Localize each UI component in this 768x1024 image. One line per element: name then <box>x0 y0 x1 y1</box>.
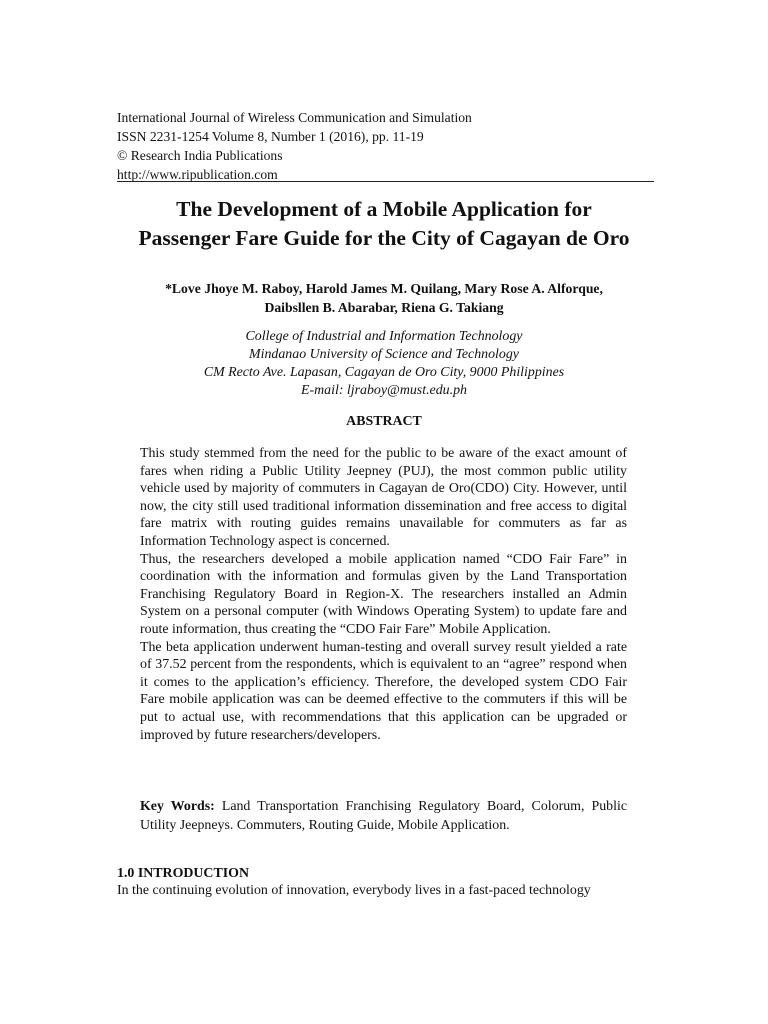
introduction-heading: 1.0 INTRODUCTION <box>117 866 249 881</box>
affiliation-college: College of Industrial and Information Technology <box>245 329 523 344</box>
title-line-2: Passenger Fare Guide for the City of Cagayan de Oro <box>138 226 630 250</box>
title-line-1: The Development of a Mobile Application for <box>176 197 592 221</box>
journal-header <box>117 108 654 184</box>
introduction-text: In the continuing evolution of innovation, everybody lives in a fast-paced technology <box>117 883 591 898</box>
authors-line-2: Daibsllen B. Abarabar, Riena G. Takiang <box>264 300 504 315</box>
journal-issn: ISSN 2231-1254 Volume 8, Number 1 (2016), pp. 11-19 <box>117 129 424 144</box>
abstract-paragraph-2: Thus, the researchers developed a mobile application named “CDO Fair Fare” in coordination with the information and formulas given by the Land Transportation Franchising Regulatory Board in Region-X. The researchers installed an Admin System on a personal computer (with Windows Operating System) to update fare and route information, thus creating the “CDO Fair Fare” Mobile Application. <box>140 551 627 637</box>
authors-line-1: *Love Jhoye M. Raboy, Harold James M. Quilang, Mary Rose A. Alforque, <box>165 281 603 296</box>
keywords-label: Key Words: <box>140 799 215 814</box>
affiliation-university: Mindanao University of Science and Technology <box>249 347 519 362</box>
paper-title <box>100 195 668 253</box>
affiliation-block <box>110 328 658 400</box>
journal-publisher: © Research India Publications <box>117 148 283 163</box>
affiliation-email: E-mail: ljraboy@must.edu.ph <box>301 383 467 398</box>
journal-url: http://www.ripublication.com <box>117 167 278 182</box>
abstract-paragraph-3: The beta application underwent human-testing and overall survey result yielded a rate of 37.52 percent from the respondents, which is equivalent to an “agree” respond when it comes to the application’s efficiency. Therefore, the developed system CDO Fair Fare mobile application was can be deemed effective to the commuters if this will be put to actual use, with recommendations that this application can be upgraded or improved by future researchers/developers. <box>140 639 627 743</box>
keywords-text: Land Transportation Franchising Regulatory Board, Colorum, Public Utility Jeepneys. Commuters, Routing Guide, Mobile Application. <box>140 799 627 833</box>
author-list <box>110 279 658 317</box>
header-divider <box>117 181 654 182</box>
keywords <box>140 797 627 835</box>
abstract-paragraph-1: This study stemmed from the need for the public to be aware of the exact amount of fares when riding a Public Utility Jeepney (PUJ), the most common public utility vehicle used by majority of commuters in Cagayan de Oro(CDO) City. However, until now, the city still used traditional information dissemination and free access to digital fare matrix with routing guides remains unavailable for commuters as far as Information Technology aspect is concerned. <box>140 446 627 549</box>
journal-name: International Journal of Wireless Communication and Simulation <box>117 110 472 125</box>
abstract-body <box>140 445 627 744</box>
affiliation-address: CM Recto Ave. Lapasan, Cagayan de Oro City, 9000 Philippines <box>203 365 565 380</box>
abstract-heading: ABSTRACT <box>346 414 422 429</box>
